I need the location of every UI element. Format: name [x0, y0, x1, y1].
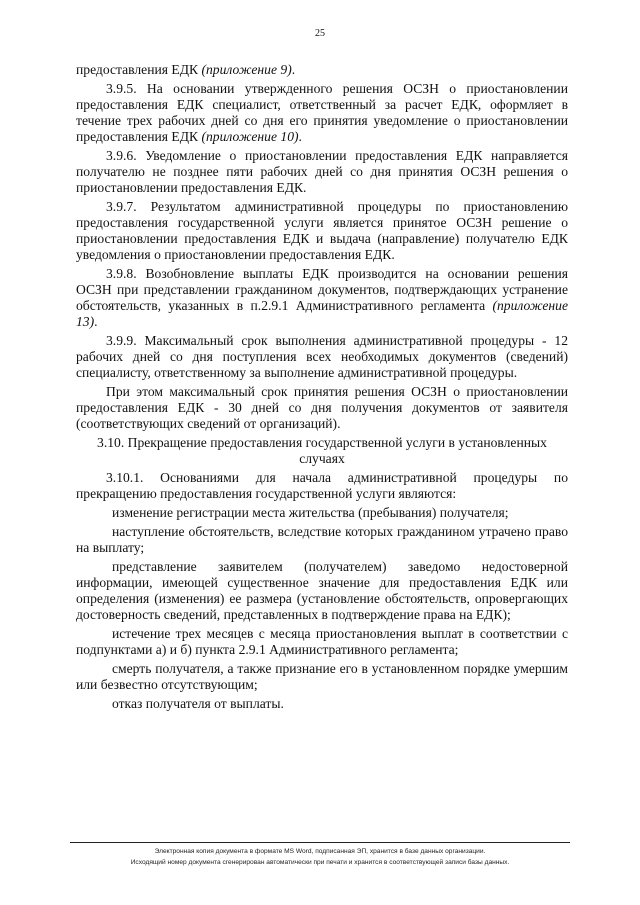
- paragraph-text: 3.9.7. Результатом административной процедуры по приостановлению предоставления государственной услуги является принятое ОСЗН решение о приостановлении предоставления ЕДК и выдача (направление) получателю ЕДК уведомления о приостановлении предоставления ЕДК.: [76, 199, 568, 262]
- footer-note: Электронная копия документа в формате MS Word, подписанная ЭП, хранится в базе данных организации.: [154, 848, 486, 855]
- paragraph-text: 3.9.6. Уведомление о приостановлении предоставления ЕДК направляется получателю не позднее пяти рабочих дней со дня принятия ОСЗН решения о приостановлении предоставления ЕДК.: [76, 148, 568, 195]
- paragraph-text: 3.9.8. Возобновление выплаты ЕДК производится на основании решения ОСЗН при представлении гражданином документов, подтверждающих устранение обстоятельств, указанных в п.2.9.1 Административного регламента: [76, 266, 568, 313]
- footer-divider: [70, 842, 570, 843]
- paragraph-text: .: [291, 62, 296, 77]
- list-item: представление заявителем (получателем) заведомо недостоверной информации, имеющей существенное значение для предоставления ЕДК или определения (изменения) ее размера (установление обстоятельств, опровергающих достоверность сведений, представленных в подтверждение права на ЕДК);: [76, 559, 568, 622]
- paragraph-text: .: [298, 129, 302, 144]
- paragraph: [76, 62, 568, 78]
- document-body: [76, 62, 568, 715]
- page-number: 25: [315, 28, 325, 39]
- list-item: изменение регистрации места жительства (пребывания) получателя;: [112, 505, 509, 520]
- paragraph-text: При этом максимальный срок принятия решения ОСЗН о приостановлении предоставления ЕДК - 30 дней со дня получения документов от заявителя (соответствующих сведений от организаций).: [76, 384, 568, 431]
- paragraph: [76, 333, 568, 381]
- paragraph: 3.10.1. Основаниями для начала административной процедуры по прекращению предоставления государственной услуги являются:: [76, 470, 568, 501]
- paragraph-text: .: [94, 314, 98, 329]
- appendix-reference: (приложение 9): [201, 62, 292, 77]
- list-item: смерть получателя, а также признание его в установленном порядке умершим или безвестно отсутствующим;: [76, 661, 568, 692]
- paragraph: [76, 266, 568, 330]
- paragraph: [76, 81, 568, 145]
- paragraph-text: предоставления ЕДК: [76, 62, 202, 77]
- section-heading: 3.10. Прекращение предоставления государственной услуги в установленных случаях: [97, 435, 547, 466]
- appendix-reference: (приложение 10): [201, 129, 299, 144]
- list-item: наступление обстоятельств, вследствие которых гражданином утрачено право на выплату;: [76, 524, 568, 555]
- paragraph: [76, 384, 568, 432]
- paragraph: [76, 199, 568, 263]
- paragraph: [76, 148, 568, 196]
- list-item: отказ получателя от выплаты.: [112, 696, 284, 711]
- list-item: истечение трех месяцев с месяца приостановления выплат в соответствии с подпунктами а) и б) пункта 2.9.1 Административного регламента;: [76, 626, 568, 657]
- footer: [60, 846, 580, 868]
- paragraph-text: 3.9.9. Максимальный срок выполнения административной процедуры - 12 рабочих дней со дня поступления всех необходимых документов (сведений) специалисту, ответственному за выполнение административной процедуры.: [76, 333, 568, 380]
- paragraph-text: 3.9.5. На основании утвержденного решения ОСЗН о приостановлении предоставления ЕДК специалист, ответственный за расчет ЕДК, оформляет в течение трех рабочих дней со дня его принятия уведомление о приостановлении предоставления ЕДК: [76, 81, 568, 144]
- appendix-reference: (приложение 13): [76, 298, 568, 329]
- footer-note: Исходящий номер документа сгенерирован автоматически при печати и хранится в соответствующей записи базы данных.: [130, 859, 510, 866]
